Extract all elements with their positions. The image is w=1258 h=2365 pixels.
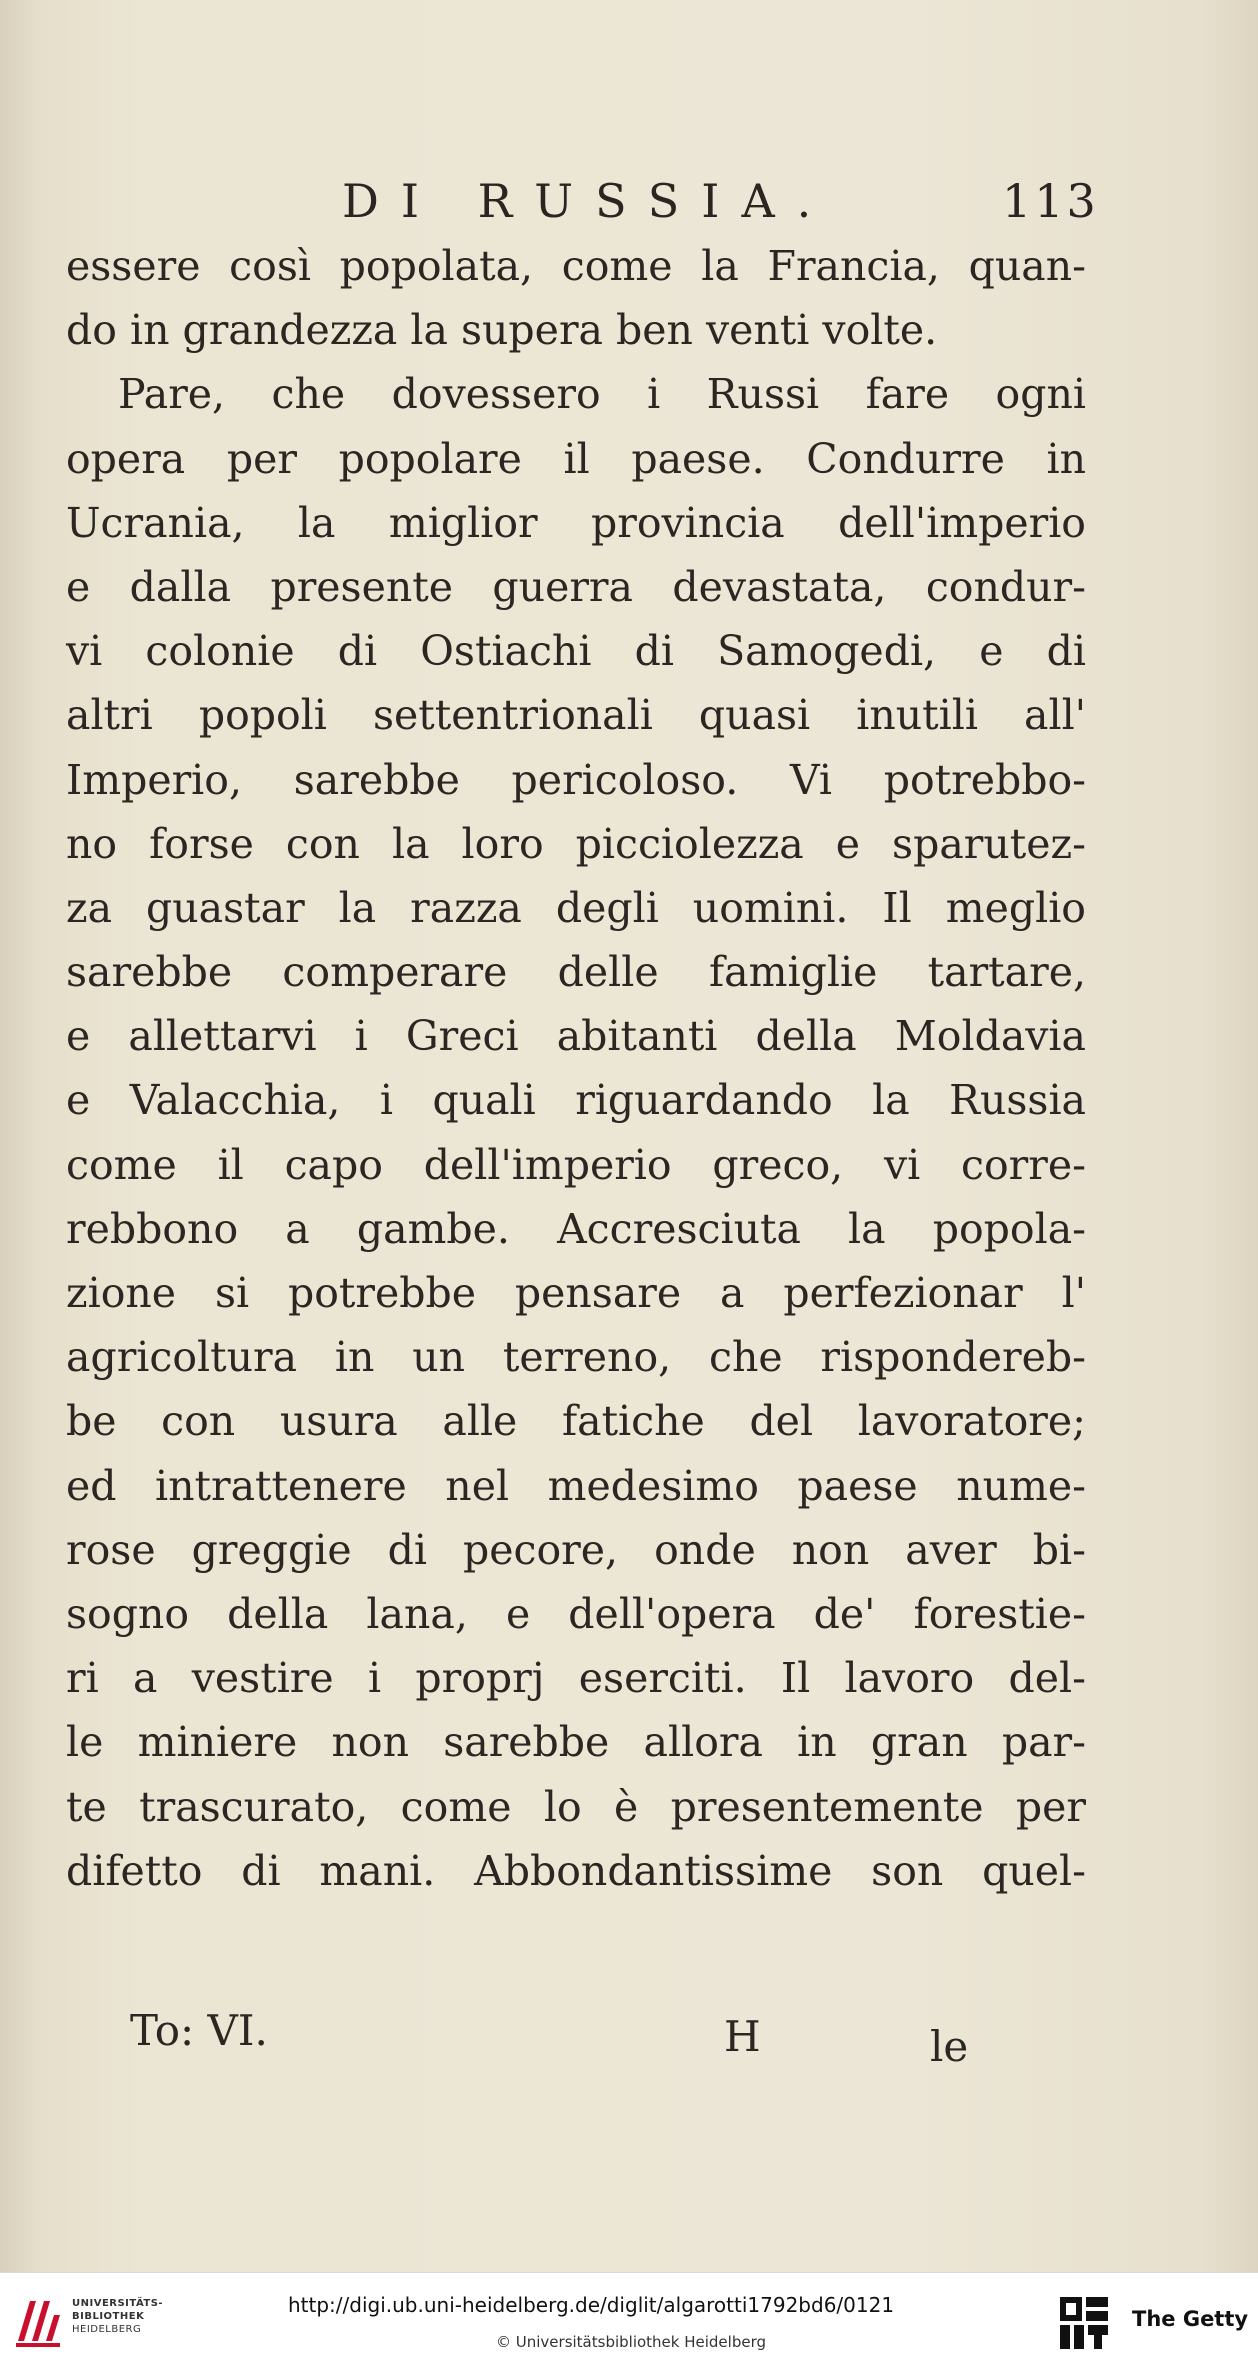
text-line: e Valacchia, i quali riguardando la Russia (66, 1076, 1086, 1125)
body-text (66, 234, 1086, 1903)
permalink-url[interactable]: http://digi.ub.uni-heidelberg.de/diglit/algarotti1792bd6/0121 (288, 2293, 895, 2317)
page-footer (130, 2006, 1050, 2076)
heidelberg-library-logo-icon[interactable] (12, 2291, 64, 2351)
gathering-mark: H (724, 2012, 761, 2061)
page-header (0, 168, 1258, 238)
text-line: zione si potrebbe pensare a perfezionar l' (66, 1269, 1086, 1317)
text-line: sogno della lana, e dell'opera de' forestie- (66, 1589, 1086, 1638)
catchword: le (930, 2022, 969, 2071)
copyright-notice: © Universitätsbibliothek Heidelberg (496, 2333, 767, 2351)
text-line: rebbono a gambe. Accresciuta la popola- (66, 1204, 1086, 1253)
text-line: essere così popolata, come la Francia, quan- (66, 242, 1086, 290)
getty-name: The Getty (1132, 2307, 1249, 2331)
text-line: rose greggie di pecore, onde non aver bi- (66, 1525, 1086, 1574)
text-line: Imperio, sarebbe pericoloso. Vi potrebbo- (66, 755, 1086, 804)
text-line: no forse con la loro picciolezza e sparutez- (66, 819, 1086, 868)
text-line: e allettarvi i Greci abitanti della Moldavia (66, 1012, 1086, 1061)
text-line: opera per popolare il paese. Condurre in (66, 434, 1086, 483)
text-line: altri popoli settentrionali quasi inutili all' (66, 691, 1086, 740)
page-number: 113 (1002, 174, 1099, 228)
text-line: ri a vestire i proprj eserciti. Il lavoro del- (66, 1654, 1086, 1703)
text-line: e dalla presente guerra devastata, condur- (66, 562, 1086, 611)
text-line: le miniere non sarebbe allora in gran par- (66, 1718, 1086, 1767)
text-line: Ucrania, la miglior provincia dell'imperio (66, 498, 1086, 547)
text-line: be con usura alle fatiche del lavoratore; (66, 1397, 1086, 1446)
text-line: za guastar la razza degli uomini. Il meglio (66, 883, 1086, 932)
text-line: sarebbe comperare delle famiglie tartare, (66, 948, 1086, 997)
getty-logo-icon[interactable] (1058, 2295, 1110, 2351)
text-line: come il capo dell'imperio greco, vi corre- (66, 1140, 1086, 1189)
library-name: UNIVERSITÄTS- BIBLIOTHEK HEIDELBERG (72, 2298, 164, 2335)
viewer-footer-bar (0, 2272, 1258, 2365)
text-line: Pare, che dovessero i Russi fare ogni (118, 370, 1086, 419)
text-line: ed intrattenere nel medesimo paese nume- (66, 1461, 1086, 1510)
signature-mark: To: VI. (130, 2006, 268, 2055)
running-title: DI RUSSIA. (342, 174, 834, 228)
text-line: vi colonie di Ostiachi di Samogedi, e di (66, 627, 1086, 676)
text-line: difetto di mani. Abbondantissime son quel- (66, 1846, 1086, 1895)
text-line: agricoltura in un terreno, che rispondereb- (66, 1333, 1086, 1382)
text-line: te trascurato, come lo è presentemente per (66, 1782, 1086, 1831)
text-line: do in grandezza la supera ben venti volte. (66, 306, 938, 355)
